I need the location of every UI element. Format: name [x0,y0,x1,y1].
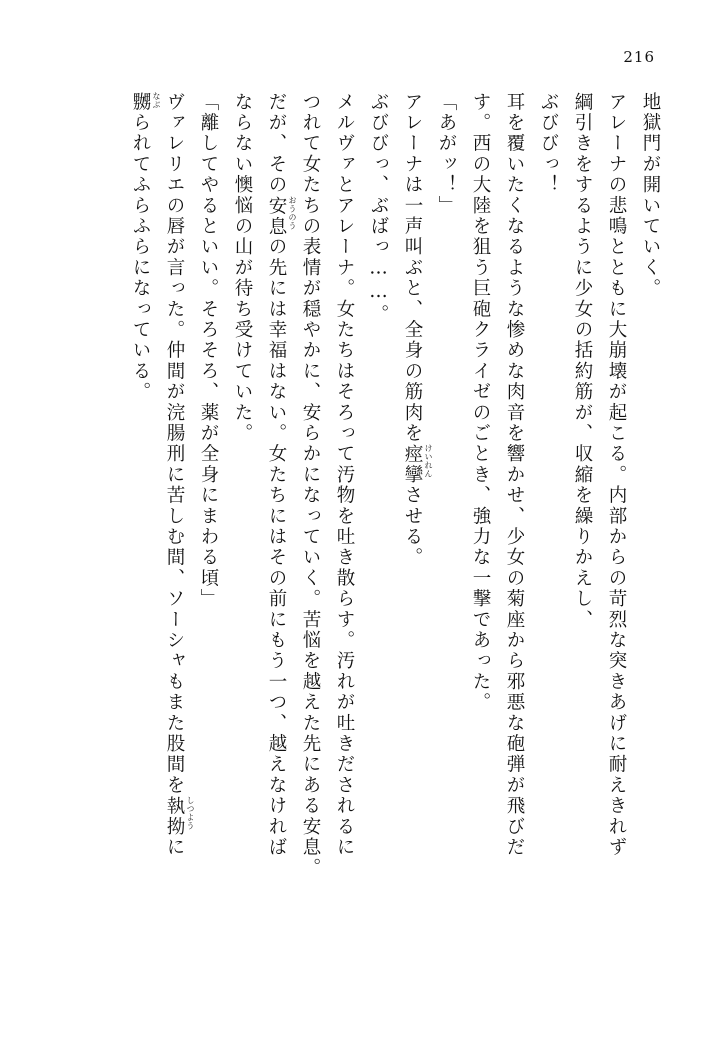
text-line: 「離してやるといい。そろそろ、薬が全身にまわる頃」 [198,92,219,610]
ruby-base: 痙攣 けいれん [402,443,433,486]
ruby-text: しつよう [186,795,195,830]
text-line: 嬲 なぶ られてふらふらになっている。 [130,92,161,403]
text-line: つれて女たちの表情が穏やかに、安らかになっていく。苦悩を越えた先にある安息。 [300,92,321,879]
text-line: す。西の大陸を狙う巨砲クライゼのごとき、強力な一撃であった。 [470,92,491,713]
text-line: ぶびびっ！ [538,92,559,196]
ruby-base: 嬲 なぶ [130,92,161,113]
text-line: アレーナの悲鳴とともに大崩壊が起こる。内部からの苛烈な突きあげに耐えきれず [606,92,627,858]
text-line: メルヴァとアレーナ。女たちはそろって汚物を吐き散らす。汚れが吐きだされるに [334,92,355,858]
ruby-base: 執拗 しつよう [164,795,195,838]
text-line: 綱引きをするように少女の括約筋が、収縮を繰りかえし、 [572,92,593,631]
text-line: アレーナは一声叫ぶと、全身の筋肉を痙攣 けいれん させる。 [402,92,433,569]
text-line: 「あがッ！」 [436,92,457,217]
ruby-text: けいれん [424,443,433,478]
ruby-base: 安息 おうのう [266,195,297,237]
text-line: 耳を覆いたくなるような惨めな肉音を響かせ、少女の菊座から邪悪な砲弾が飛びだ [504,92,525,858]
text-line: ぶびびっ、ぶばっ……。 [368,92,389,325]
text-line: ならない懊悩の山が待ち受けていた。 [232,92,253,444]
text-line: 地獄門が開いていく。 [640,92,661,299]
ruby-text: なぶ [152,92,161,109]
text-line: だが、その安息 おうのう の先には幸福はない。女たちにはその前にもう一つ、越えなければ [266,92,297,858]
page-number: 216 [623,48,655,66]
vertical-text-body [44,92,659,992]
text-line: ヴァレリエの唇が言った。仲間が浣腸刑に苦しむ間、ソーシャもまた股間を執拗 しつよう に [164,92,195,858]
ruby-text: おうのう [288,195,297,230]
